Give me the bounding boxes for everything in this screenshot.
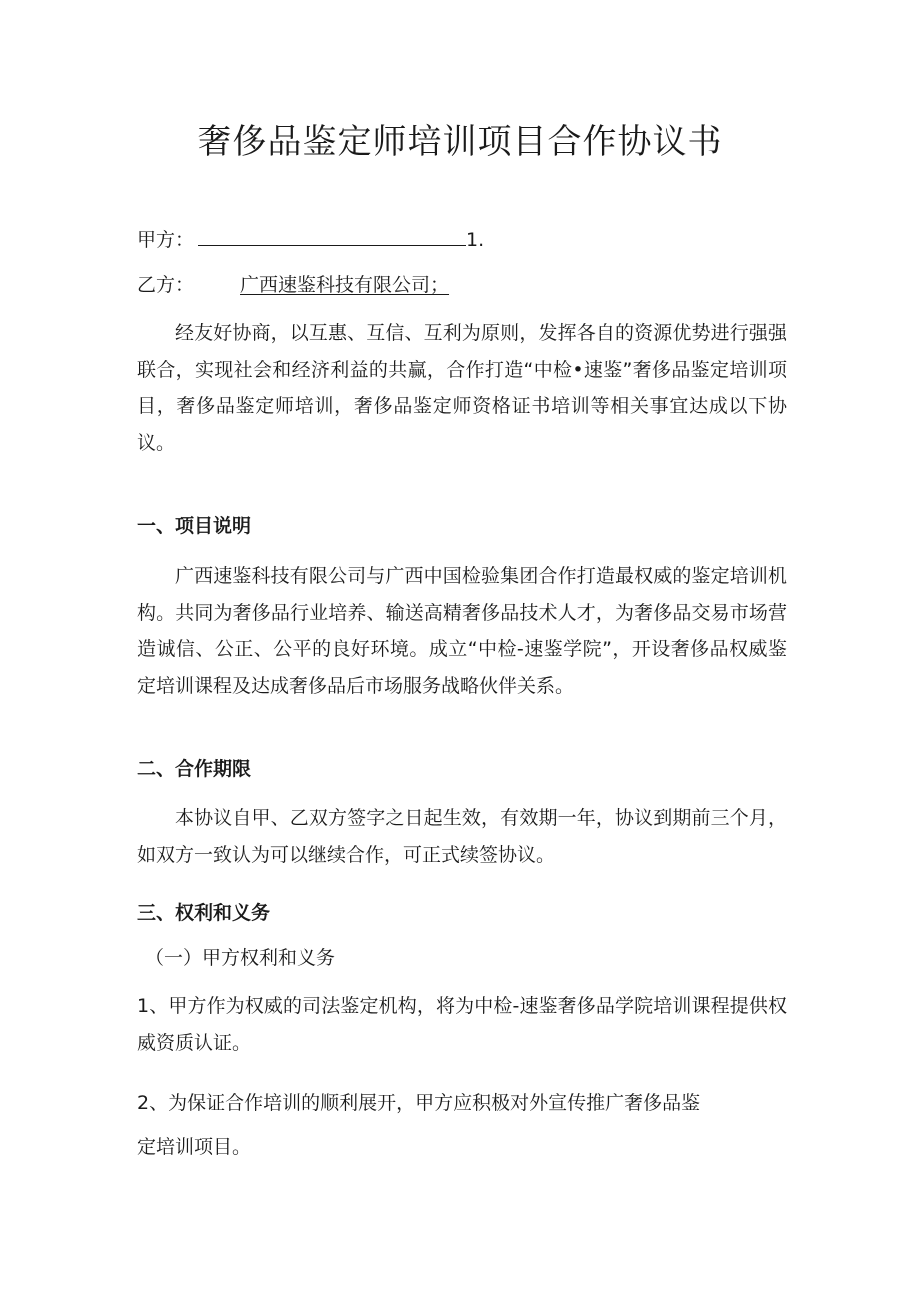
party-a-line	[137, 227, 787, 252]
section-3-item-2-line-2: 定培训项目。	[137, 1136, 252, 1158]
section-3-item-2-line-1: 2、为保证合作培训的顺利展开，甲方应积极对外宣传推广奢侈品鉴	[137, 1092, 701, 1114]
party-a-blank	[198, 227, 466, 246]
section-3-item-1: 1、甲方作为权威的司法鉴定机构，将为中检-速鉴奢侈品学院培训课程提供权威资质认证。	[137, 995, 787, 1054]
party-b-label: 乙方：	[137, 274, 195, 296]
section-3-subheading: （一）甲方权利和义务	[145, 947, 336, 969]
section-2-heading: 二、合作期限	[137, 758, 252, 780]
party-b-line	[137, 273, 787, 297]
party-a-label: 甲方：	[137, 229, 195, 251]
section-1-heading: 一、项目说明	[137, 515, 252, 537]
party-b-name: 广西速鉴科技有限公司；	[240, 274, 450, 296]
section-1-body: 广西速鉴科技有限公司与广西中国检验集团合作打造最权威的鉴定培训机构。共同为奢侈品行业培养、输送高精奢侈品技术人才，为奢侈品交易市场营造诚信、公正、公平的良好环境。成立“中检-速鉴学院”，开设奢侈品权威鉴定培训课程及达成奢侈品后市场服务战略伙伴关系。	[137, 565, 787, 697]
party-a-suffix: 1.	[466, 229, 485, 251]
section-2-body: 本协议自甲、乙双方签字之日起生效，有效期一年，协议到期前三个月，如双方一致认为可以继续合作，可正式续签协议。	[137, 807, 787, 866]
section-3-heading: 三、权利和义务	[137, 902, 271, 924]
intro-paragraph: 经友好协商，以互惠、互信、互利为原则，发挥各自的资源优势进行强强联合，实现社会和经济利益的共赢，合作打造“中检•速鉴”奢侈品鉴定培训项目，奢侈品鉴定师培训，奢侈品鉴定师资格证书培训等相关事宜达成以下协议。	[137, 322, 787, 454]
document-title: 奢侈品鉴定师培训项目合作协议书	[197, 122, 723, 162]
